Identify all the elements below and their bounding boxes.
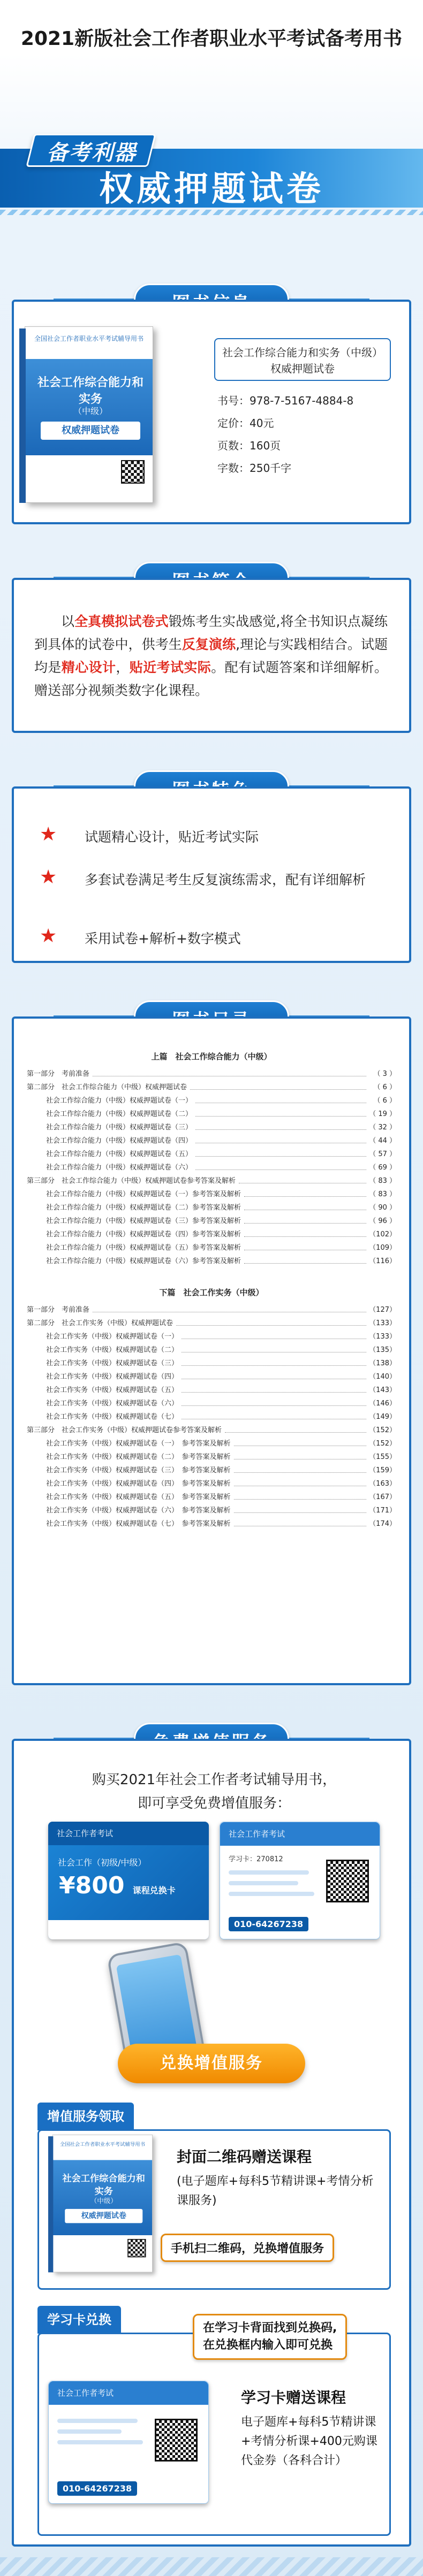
toc-row-leader	[93, 1303, 366, 1312]
footer-stripe	[0, 2557, 423, 2576]
hero-banner	[0, 118, 423, 230]
star-icon: ★	[40, 866, 57, 888]
toc-row-leader	[182, 1383, 366, 1393]
qr-code-icon	[326, 1860, 369, 1902]
toc-row-page: （ 90 ）	[369, 1204, 396, 1212]
toc-row	[27, 1357, 396, 1370]
cover-title: 社会工作综合能力和实务	[37, 376, 143, 406]
cover-badge: 权威押题试卷	[41, 422, 140, 440]
toc-row-leader	[234, 1490, 366, 1500]
toc-row-leader	[234, 1477, 366, 1486]
toc-row-page: （ 69 ）	[369, 1164, 396, 1172]
cover-qr-icon	[121, 460, 145, 484]
toc-row-leader	[195, 1107, 366, 1117]
toc-row-label: 社会工作实务（中级）权威押题试卷（四）	[46, 1373, 179, 1381]
service-claim-desc: (电子题库+每科5节精讲课+考情分析课服务)	[177, 2175, 374, 2207]
toc-row-label: 社会工作实务（中级）权威押题试卷（六） 参考答案及解析	[46, 1507, 231, 1515]
cover-qr-icon	[127, 2239, 146, 2257]
toc-row-leader	[190, 1081, 366, 1090]
toc-row-page: （138）	[369, 1359, 396, 1367]
toc-row	[27, 1228, 396, 1241]
toc-row-page: （ 19 ）	[369, 1110, 396, 1118]
toc-row-leader	[244, 1188, 366, 1197]
toc-row-label: 第一部分 考前准备	[27, 1306, 90, 1314]
toc-row-page: （152）	[369, 1440, 396, 1448]
toc-part-upper: 上篇 社会工作综合能力（中级）	[151, 1052, 272, 1061]
toc-row-page: （155）	[369, 1453, 396, 1461]
toc-row	[27, 1201, 396, 1214]
toc-row-label: 社会工作综合能力（中级）权威押题试卷（一）	[46, 1097, 193, 1105]
toc-row	[27, 1214, 396, 1228]
toc-row-label: 社会工作综合能力（中级）权威押题试卷（四）	[46, 1137, 193, 1145]
toc-row	[27, 1370, 396, 1383]
toc-row	[27, 1330, 396, 1343]
toc-row-page: （ 44 ）	[369, 1137, 396, 1145]
toc-row-leader	[234, 1437, 366, 1446]
intro-text: 以全真模拟试卷式锻炼考生实战感觉,将全书知识点凝练到具体的试卷中，供考生反复演练,理论与实践相结合。试题均是精心设计，贴近考试实际。配有试题答案和详细解析。赠送部分视频类数字化课程。	[34, 614, 388, 698]
book-words: 字数：250千字	[217, 462, 292, 475]
toc-row-label: 第三部分 社会工作综合能力（中级）权威押题试卷参考答案及解析	[27, 1177, 236, 1185]
toc-row-leader	[244, 1255, 366, 1264]
book-pages: 页数：160页	[217, 439, 281, 452]
cover-series: 全国社会工作者职业水平考试辅导用书	[34, 335, 143, 342]
toc-row-label: 社会工作综合能力（中级）权威押题试卷（二）	[46, 1110, 193, 1118]
toc-row-page: （ 32 ）	[369, 1123, 396, 1132]
toc-row-label: 第三部分 社会工作实务（中级）权威押题试卷参考答案及解析	[27, 1426, 222, 1434]
toc-lower-rows	[27, 1303, 396, 1531]
toc-row	[27, 1188, 396, 1201]
book-isbn: 书号：978-7-5167-4884-8	[217, 394, 354, 407]
toc-row	[27, 1517, 396, 1531]
toc-row-page: （ 6 ）	[373, 1097, 396, 1105]
star-icon: ★	[40, 925, 57, 947]
toc-row	[27, 1121, 396, 1134]
toc-row-leader	[195, 1094, 366, 1103]
toc-row-leader	[244, 1201, 366, 1210]
service-claim-title: 封面二维码赠送课程	[177, 2148, 312, 2166]
toc-row-label: 社会工作实务（中级）权威押题试卷（一）	[46, 1333, 179, 1341]
toc-row-page: （133）	[369, 1333, 396, 1341]
book-cover-small: 全国社会工作者职业水平考试辅导用书 社会工作综合能力和实务 （中级） 权威押题试卷	[48, 2135, 173, 2276]
toc-row	[27, 1397, 396, 1410]
toc-row-label: 社会工作实务（中级）权威押题试卷（三）	[46, 1359, 179, 1367]
course-exchange-card: 社会工作者考试 社会工作（初级/中级） ¥800 课程兑换卡	[48, 1822, 209, 1939]
toc-row	[27, 1094, 396, 1107]
toc-row-page: （159）	[369, 1466, 396, 1474]
toc-row-page: （163）	[369, 1480, 396, 1488]
scan-qr-pill: 手机扫二维码，兑换增值服务	[161, 2234, 334, 2262]
toc-row	[27, 1081, 396, 1094]
toc-row	[27, 1303, 396, 1317]
toc-row-leader	[195, 1148, 366, 1157]
toc-row-page: （171）	[369, 1507, 396, 1515]
toc-row-page: （127）	[369, 1306, 396, 1314]
study-card-desc: 电子题库+每科5节精讲课+考情分析课+400元购课代金券（各科合计）	[241, 2416, 377, 2467]
toc-row-leader	[182, 1357, 366, 1366]
toc-row-page: （167）	[369, 1493, 396, 1501]
toc-row	[27, 1174, 396, 1188]
toc-row	[27, 1107, 396, 1121]
toc-row-label: 社会工作综合能力（中级）权威押题试卷（六）参考答案及解析	[46, 1257, 241, 1265]
toc-row-page: （135）	[369, 1346, 396, 1354]
toc-row	[27, 1410, 396, 1424]
toc-row-leader	[182, 1370, 366, 1379]
toc-row	[27, 1148, 396, 1161]
toc-row-page: （ 83 ）	[369, 1190, 396, 1198]
page: 2021新版社会工作者职业水平考试备考用书 备考利器 权威押题试卷 全国社会工作者职业水平考试辅导用书 社会工作综合能力和实务 （中级） 权威押题试卷 社会工作综合能力和实务（中级） 权威押题试卷 书号：978-7-5167-4884-8 定价：40元 页数：160页 字数：250千字 以全真模拟试卷式锻炼考生实战感觉,将全书知识点凝练到具体的试卷中，供考生反复演练,理论与实践相结合。试题均是精心设计，贴近考试实际。配有试题答案和详细解析。赠送部分视频类数字化课程。 ★ 试题精心设计，贴近考试实际 ★ 多套试卷满足考生反复演练需求，配有详细解析 ★ 采用试卷+解析+数字模式 上篇 社会工作综合能力（中级） 第一部分 考前准备 （ 3 ） 第二部分 社会工作综合能力（中级）权威押题试卷 （ 6 ） 社会工作综合能力（中级）权威押题试卷（一） （ 6 ） 社会工作综合能力（中级）权威押题试卷（二） （ 19 ） 社会工作综合能力（中级）权威押题试卷（三） （ 32 ） 社会工作综合能力（中级）权威押题试卷（四） （ 44 ） 社会工作综合能力（中级）权威押题试卷（五） （ 57 ） 社会工作综合能力（中级）权威押题试卷（六） （ 69 ） 第三部分 社会工作综合能力（中级）权威押题试卷参考答案及解析 （ 83 ） 社会工作综合能力（中级）权威押题试卷（一）参考答案及解析 （ 83 ） 社会工作综合能力（中级）权威押题试卷（二）参考答案及解析 （ 90 ） 社会工作综合能力（中级）权威押题试卷（三）参考答案及解析 （ 96 ） 社会工作综合能力（中级）权威押题试卷（四）参考答案及解析 （102） 社会工作综合能力（中级）权威押题试卷（五）参考答案及解析 （109） 社会工作综合能力（中级）权威押题试卷（六）参考答案及解析 （116） 下篇 社会工作实务（中级） 第一部分 考前准备 （127） 第二部分 社会工作实务（中级）权威押题试卷 （133） 社会工作实务（中级）权威押题试卷（一） （133） 社会工作实务（中级）权威押题试卷（二） （135） 社会工作实务（中级）权威押题试卷（三） （138） 社会工作实务（中级）权威押题试卷（四） （140） 社会工作实务（中级）权威押题试卷（五） （143） 社会工作实务（中级）权威押题试卷（六） （146） 社会工作实务（中级）权威押题试卷（七） （149） 第三部分 社会工作实务（中级）权威押题试卷参考答案及解析 （152） 社会工作实务（中级）权威押题试卷（一） 参考答案及解析 （152） 社会工作实务（中级）权威押题试卷（二） 参考答案及解析 （155） 社会工作实务（中级）权威押题试卷（三） 参考答案及解析 （159） 社会工作实务（中级）权威押题试卷（四） 参考答案及解析 （163） 社会工作实务（中级）权威押题试卷（五） 参考答案及解析 （167） 社会工作实务（中级）权威押题试卷（六） 参考答案及解析 （171） 社会工作实务（中级）权威押题试卷（七） 参考答案及解析 （174） 购买2021年社会工作者考试辅导用书， 即可享受免费增值服务： 社会工作者考试 社会工作（初级/中级） ¥800 课程兑换卡 社会工作者考试 学习卡：270812 010-64267238 兑换增值服务 增值服务领取 全国社会工作者职业水平考试辅导用书 社会工作综合能力和实务 （中级） 权威押题试卷 封面二维码赠送课程 (电子题库+每科5节精讲课+考情分析课服务) 手机扫二维码，兑换增值服务 学习卡兑换 在学习卡背面找到兑换码, 在兑换框内输入即可兑换 社会工作者考试 010-64267238 学习卡赠送课程 电子题库+每科5节精讲课+考情分析课+400元购课代金券（各科合计）	[0, 0, 423, 2576]
toc-row-label: 社会工作实务（中级）权威押题试卷（五）	[46, 1386, 179, 1394]
book-cover[interactable]	[19, 326, 180, 508]
toc-row	[27, 1134, 396, 1148]
toc-row-leader	[182, 1397, 366, 1406]
toc-row-page: （146）	[369, 1400, 396, 1408]
toc-row-leader	[195, 1161, 366, 1170]
toc-row-page: （ 57 ）	[369, 1150, 396, 1158]
toc-list	[27, 1046, 396, 1531]
toc-row-leader	[176, 1317, 366, 1326]
toc-row	[27, 1477, 396, 1490]
toc-row-page: （ 3 ）	[373, 1070, 396, 1078]
toc-row-label: 社会工作实务（中级）权威押题试卷（二）	[46, 1346, 179, 1354]
toc-row-label: 第二部分 社会工作实务（中级）权威押题试卷	[27, 1319, 173, 1327]
toc-row-leader	[244, 1228, 366, 1237]
toc-row-page: （ 96 ）	[369, 1217, 396, 1225]
qr-code-icon	[155, 2419, 198, 2462]
toc-row	[27, 1067, 396, 1081]
toc-row-page: （149）	[369, 1413, 396, 1421]
toc-row-label: 社会工作综合能力（中级）权威押题试卷（一）参考答案及解析	[46, 1190, 241, 1198]
book-title-box: 社会工作综合能力和实务（中级） 权威押题试卷	[214, 338, 391, 381]
toc-row-leader	[234, 1464, 366, 1473]
toc-row-page: （109）	[369, 1244, 396, 1252]
toc-row-leader	[244, 1241, 366, 1250]
toc-row	[27, 1504, 396, 1517]
toc-row-page: （152）	[369, 1426, 396, 1434]
toc-row-label: 社会工作综合能力（中级）权威押题试卷（三）	[46, 1123, 193, 1132]
toc-row-page: （ 83 ）	[369, 1177, 396, 1185]
study-card-tag: 学习卡兑换	[37, 2306, 121, 2334]
toc-row-label: 第一部分 考前准备	[27, 1070, 90, 1078]
exchange-service-button[interactable]: 兑换增值服务	[118, 2044, 305, 2083]
toc-row-leader	[234, 1517, 366, 1526]
toc-row-label: 社会工作综合能力（中级）权威押题试卷（五）	[46, 1150, 193, 1158]
toc-row	[27, 1161, 396, 1174]
toc-row	[27, 1424, 396, 1437]
toc-row-page: （133）	[369, 1319, 396, 1327]
book-info-panel	[214, 338, 396, 479]
toc-row	[27, 1464, 396, 1477]
toc-row-leader	[93, 1067, 366, 1076]
service-claim-tag: 增值服务领取	[37, 2103, 134, 2130]
toc-row-leader	[239, 1174, 366, 1183]
toc-row-page: （116）	[369, 1257, 396, 1265]
book-price: 定价：40元	[217, 417, 274, 430]
toc-row-label: 社会工作实务（中级）权威押题试卷（六）	[46, 1400, 179, 1408]
toc-row	[27, 1490, 396, 1504]
toc-row-leader	[195, 1121, 366, 1130]
hero-tag-text: 备考利器	[47, 140, 137, 165]
toc-row	[27, 1317, 396, 1330]
toc-row	[27, 1343, 396, 1357]
toc-row-label: 社会工作综合能力（中级）权威押题试卷（三）参考答案及解析	[46, 1217, 241, 1225]
toc-row	[27, 1241, 396, 1255]
toc-row-leader	[195, 1134, 366, 1143]
toc-row-label: 社会工作实务（中级）权威押题试卷（四） 参考答案及解析	[46, 1480, 231, 1488]
toc-row-page: （ 6 ）	[373, 1083, 396, 1091]
toc-row-leader	[234, 1504, 366, 1513]
toc-row	[27, 1450, 396, 1464]
toc-row-label: 社会工作实务（中级）权威押题试卷（七） 参考答案及解析	[46, 1520, 231, 1528]
star-icon: ★	[40, 823, 57, 845]
toc-row-label: 社会工作综合能力（中级）权威押题试卷（二）参考答案及解析	[46, 1204, 241, 1212]
toc-row-leader	[182, 1330, 366, 1339]
toc-row-leader	[225, 1424, 366, 1433]
study-card-back: 社会工作者考试 学习卡：270812 010-64267238	[220, 1822, 380, 1939]
toc-row-label: 社会工作综合能力（中级）权威押题试卷（六）	[46, 1164, 193, 1172]
toc-row-label: 社会工作实务（中级）权威押题试卷（一） 参考答案及解析	[46, 1440, 231, 1448]
toc-row	[27, 1437, 396, 1450]
toc-row-page: （143）	[369, 1386, 396, 1394]
toc-row-page: （140）	[369, 1373, 396, 1381]
toc-row-label: 社会工作综合能力（中级）权威押题试卷（四）参考答案及解析	[46, 1230, 241, 1239]
study-card-title: 学习卡赠送课程	[241, 2389, 346, 2406]
toc-row-label: 社会工作实务（中级）权威押题试卷（五） 参考答案及解析	[46, 1493, 231, 1501]
toc-row-label: 第二部分 社会工作综合能力（中级）权威押题试卷	[27, 1083, 187, 1091]
toc-row-leader	[244, 1214, 366, 1224]
hero-title: 权威押题试卷	[99, 170, 324, 209]
toc-row-label: 社会工作实务（中级）权威押题试卷（二） 参考答案及解析	[46, 1453, 231, 1461]
toc-row-label: 社会工作实务（中级）权威押题试卷（七）	[46, 1413, 179, 1421]
toc-row-page: （102）	[369, 1230, 396, 1239]
toc-row-leader	[182, 1343, 366, 1352]
card-value: ¥800	[59, 1872, 125, 1899]
toc-row	[27, 1255, 396, 1268]
toc-row-leader	[182, 1410, 366, 1419]
page-top-title: 2021新版社会工作者职业水平考试备考用书	[20, 28, 403, 50]
toc-row-label: 社会工作实务（中级）权威押题试卷（三） 参考答案及解析	[46, 1466, 231, 1474]
toc-row-page: （174）	[369, 1520, 396, 1528]
cover-level: （中级）	[73, 406, 108, 416]
service-intro: 购买2021年社会工作者考试辅导用书， 即可享受免费增值服务：	[92, 1772, 337, 1811]
study-card-image: 社会工作者考试 010-64267238	[48, 2381, 209, 2504]
toc-row	[27, 1383, 396, 1397]
toc-part-lower: 下篇 社会工作实务（中级）	[159, 1288, 264, 1297]
toc-row-leader	[234, 1450, 366, 1459]
toc-upper-rows	[27, 1067, 396, 1268]
toc-row-label: 社会工作综合能力（中级）权威押题试卷（五）参考答案及解析	[46, 1244, 241, 1252]
exchange-code-pill: 在学习卡背面找到兑换码, 在兑换框内输入即可兑换	[193, 2314, 347, 2360]
